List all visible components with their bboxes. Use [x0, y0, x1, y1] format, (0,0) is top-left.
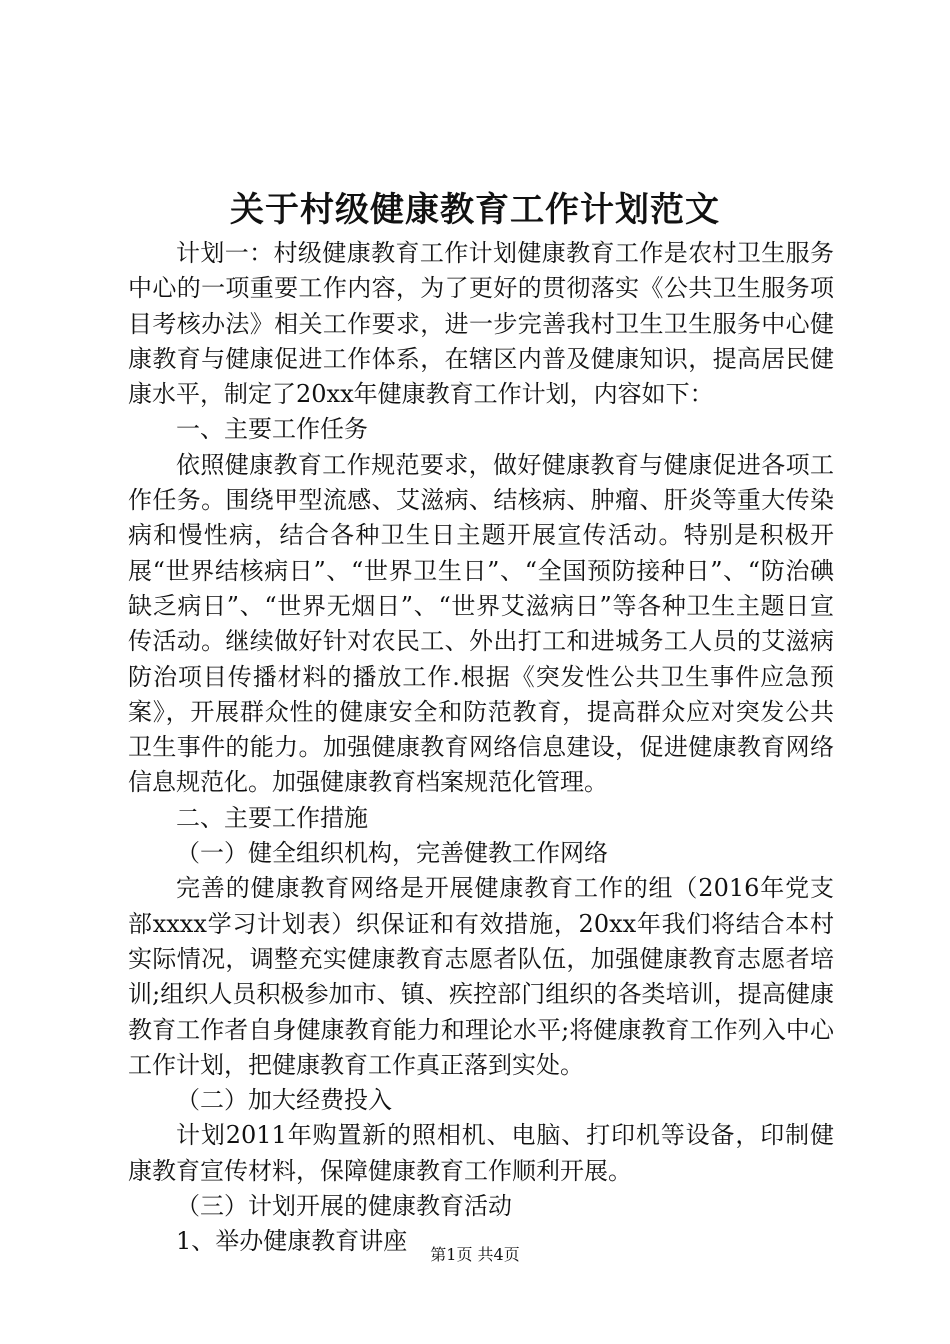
page-number-footer: 第1页 共4页	[430, 1245, 520, 1264]
document-title: 关于村级健康教育工作计划范文	[230, 190, 720, 230]
heading-main-measures: 二、主要工作措施	[176, 803, 368, 832]
subheading-funding: （二）加大经费投入	[176, 1086, 392, 1115]
paragraph-organization: 完善的健康教育网络是开展健康教育工作的组（2016年党支部xxxx学习计划表）织保证和有效措施，20xx年我们将结合本村实际情况，调整充实健康教育志愿者队伍，加强健康教育志愿者培训;组织人员积极参加市、镇、疾控部门组织的各类培训，提高健康教育工作者自身健康教育能力和理论水平;将健康教育工作列入中心工作计划，把健康教育工作真正落到实处。	[128, 874, 834, 1079]
paragraph-intro: 计划一：村级健康教育工作计划健康教育工作是农村卫生服务中心的一项重要工作内容，为了更好的贯彻落实《公共卫生服务项目考核办法》相关工作要求，进一步完善我村卫生卫生服务中心健康教育与健康促进工作体系，在辖区内普及健康知识，提高居民健康水平，制定了20xx年健康教育工作计划，内容如下：	[128, 239, 834, 409]
paragraph-main-tasks: 依照健康教育工作规范要求，做好健康教育与健康促进各项工作任务。围绕甲型流感、艾滋病、结核病、肿瘤、肝炎等重大传染病和慢性病，结合各种卫生日主题开展宣传活动。特别是积极开展“世界结核病日”、“世界卫生日”、“全国预防接种日”、“防治碘缺乏病日”、“世界无烟日”、“世界艾滋病日”等各种卫生主题日宣传活动。继续做好针对农民工、外出打工和进城务工人员的艾滋病防治项目传播材料的播放工作.根据《突发性公共卫生事件应急预案》，开展群众性的健康安全和防范教育，提高群众应对突发公共卫生事件的能力。加强健康教育网络信息建设，促进健康教育网络信息规范化。加强健康教育档案规范化管理。	[128, 450, 834, 797]
paragraph-funding: 计划2011年购置新的照相机、电脑、打印机等设备，印制健康教育宣传材料，保障健康教育工作顺利开展。	[128, 1121, 834, 1185]
document-body	[128, 236, 834, 1260]
heading-main-tasks: 一、主要工作任务	[176, 415, 368, 444]
subheading-activities: （三）计划开展的健康教育活动	[176, 1192, 512, 1221]
list-item-lectures: 1、举办健康教育讲座	[176, 1227, 408, 1256]
subheading-organization: （一）健全组织机构，完善健教工作网络	[176, 839, 608, 868]
